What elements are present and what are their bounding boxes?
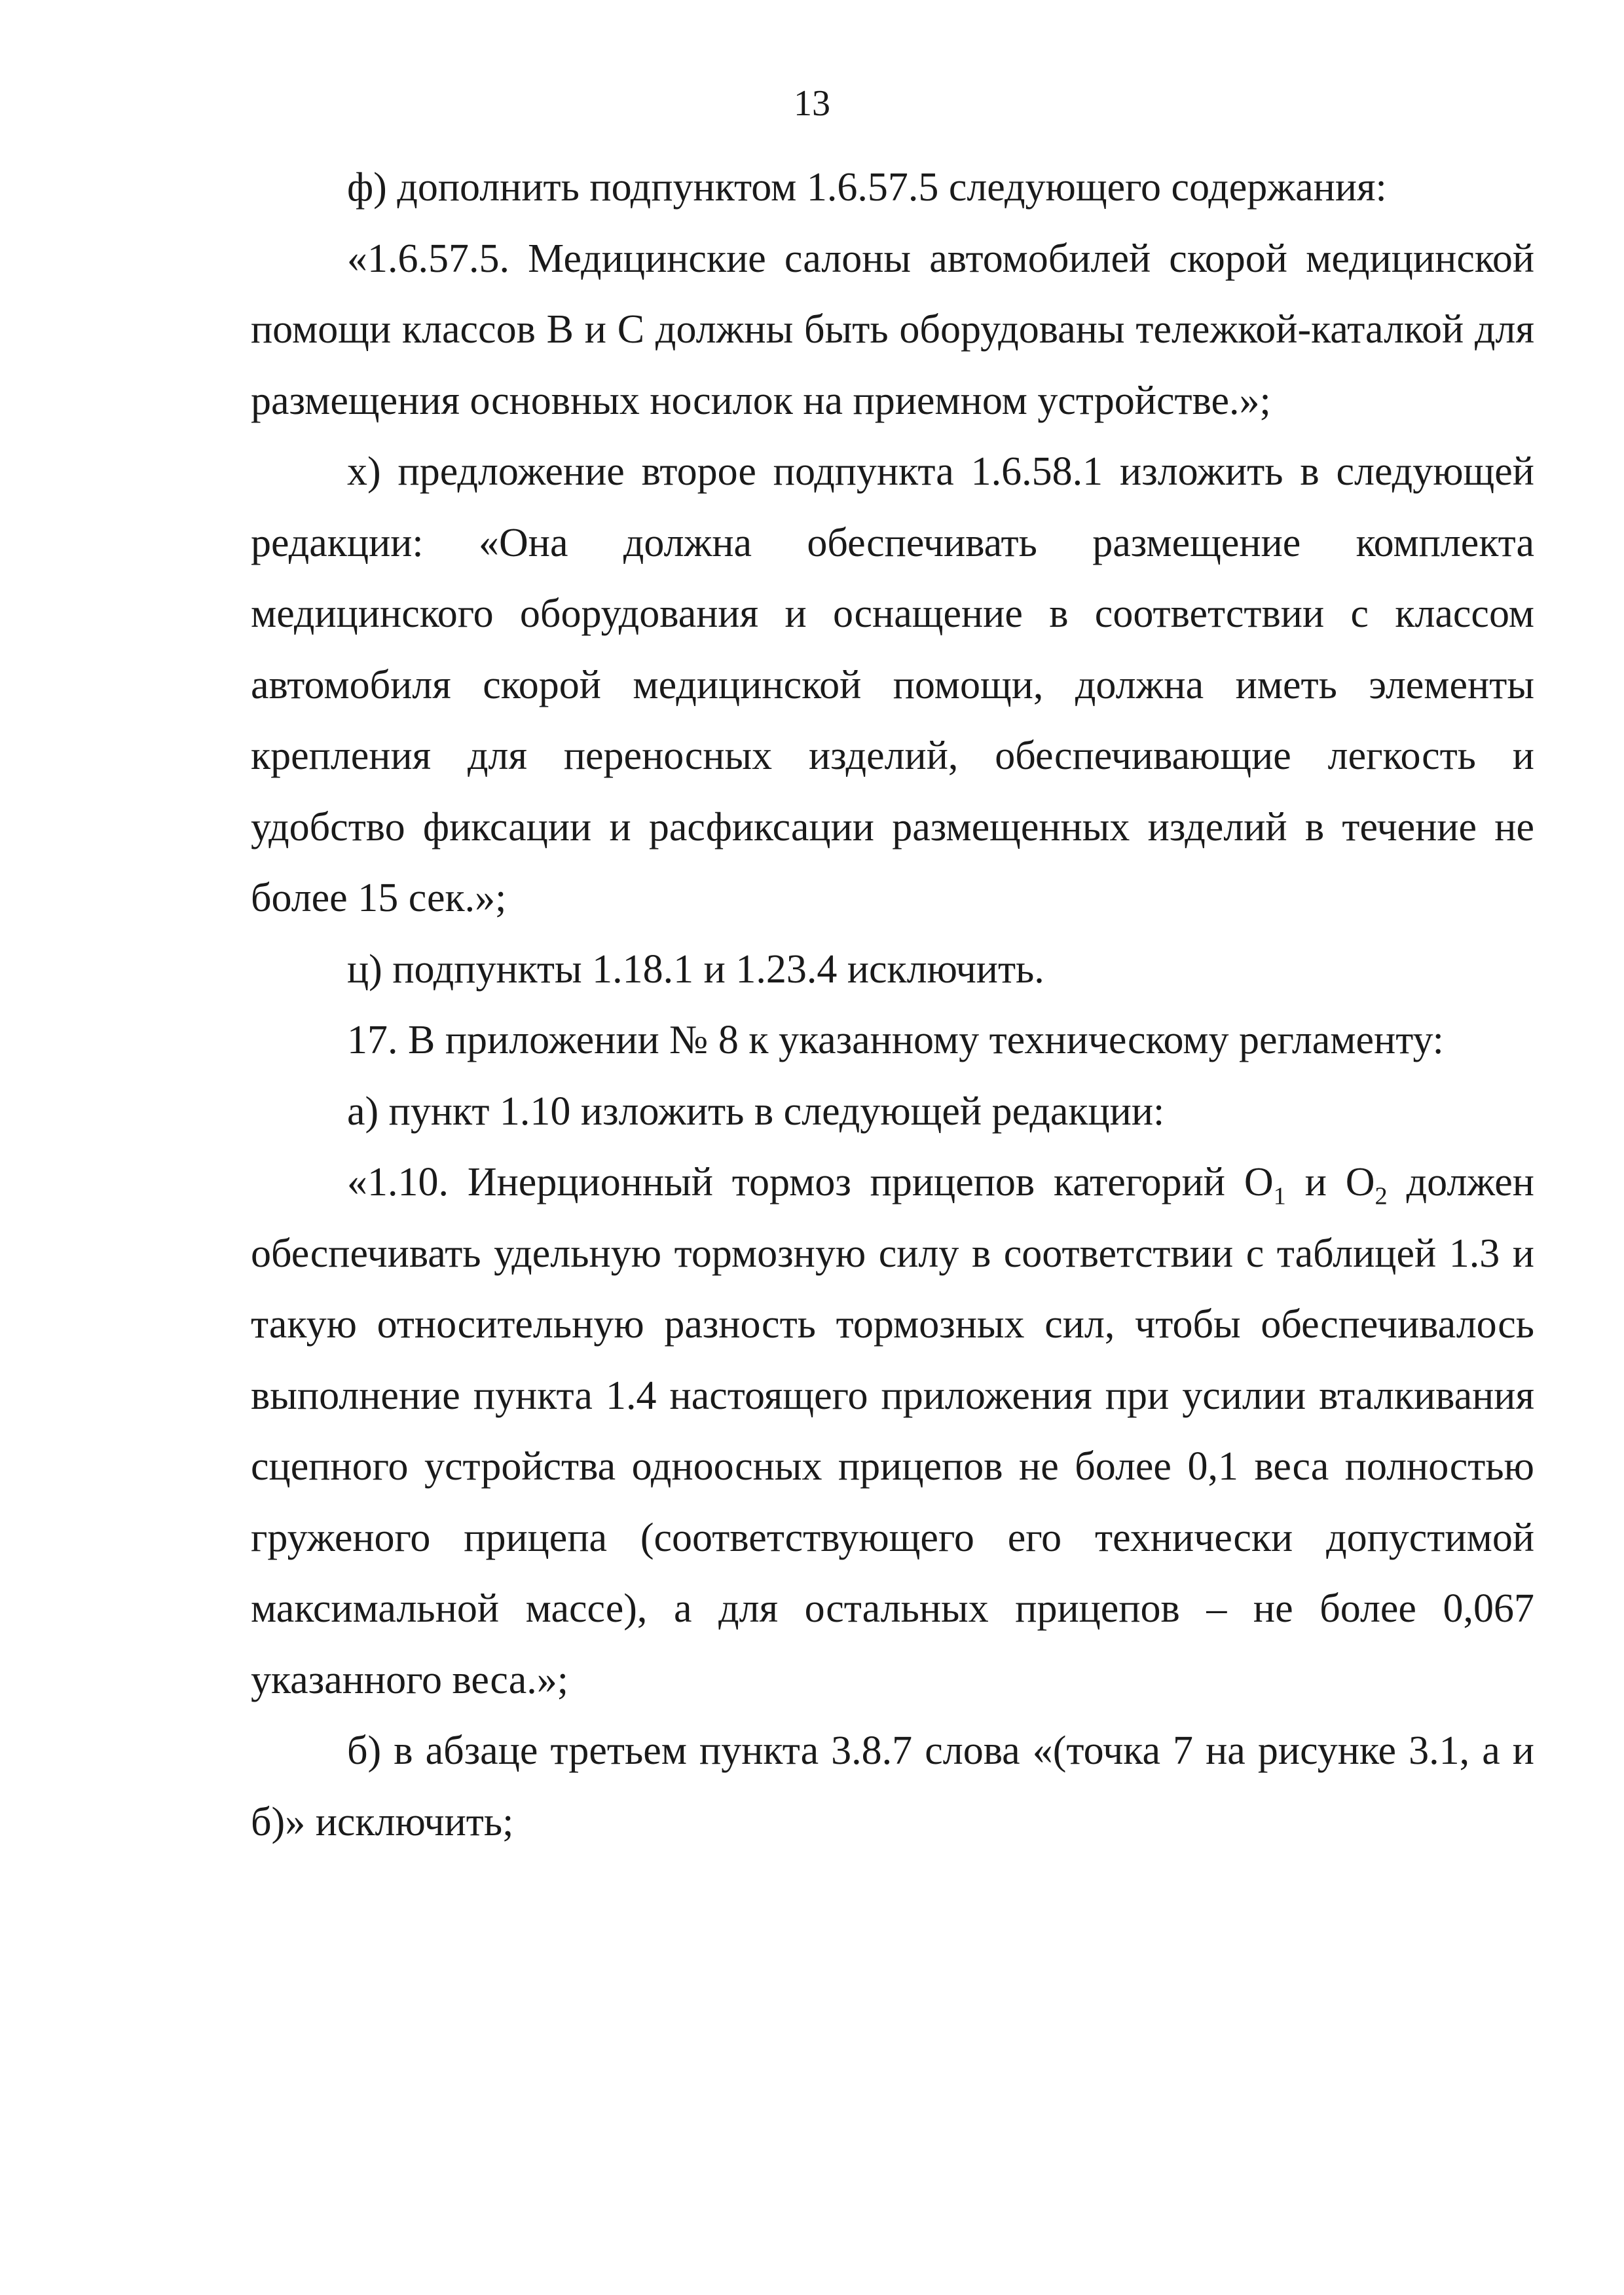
paragraph-b-clause-3-8-7: б) в абзаце третьем пункта 3.8.7 слова «(точка 7 на рисунке 3.1, а и б)» исключить;	[251, 1728, 1534, 1844]
page-number: 13	[794, 83, 830, 124]
paragraph-f-add-subclause: ф) дополнить подпунктом 1.6.57.5 следующего содержания:	[347, 165, 1387, 210]
inertia-brake-text-end: должен обеспечивать удельную тормозную силу в соответствии с таблицей 1.3 и такую относительную разность тормозных сил, чтобы обеспечивалось выполнение пункта 1.4 настоящего приложения при усилии вталкивания сцепного устройства одноосных прицепов не более 0,1 веса полностью груженого прицепа (соответствующего его технически допустимой максимальной массе), а для остальных прицепов – не более 0,067 указанного веса.»;	[251, 1160, 1534, 1702]
paragraph-inertia-brake	[251, 1147, 1534, 1715]
category-o1-subscript: 1	[1273, 1182, 1286, 1210]
inertia-brake-text-start: «1.10. Инерционный тормоз прицепов категорий O	[347, 1160, 1274, 1204]
document-body	[251, 152, 1534, 1857]
inertia-brake-text-middle: и O	[1285, 1160, 1375, 1204]
paragraph-kh-second-sentence: х) предложение второе подпункта 1.6.58.1 изложить в следующей редакции: «Она должна обеспечивать размещение комплекта медицинского оборудования и оснащение в соответствии с классом автомобиля скорой медицинской помощи, должна иметь элементы крепления для переносных изделий, обеспечивающие легкость и удобство фиксации и расфиксации размещенных изделий в течение не более 15 сек.»;	[251, 449, 1534, 920]
paragraph-17-appendix-8: 17. В приложении № 8 к указанному техническому регламенту:	[347, 1018, 1444, 1062]
paragraph-a-clause-1-10: а) пункт 1.10 изложить в следующей редакции:	[347, 1089, 1165, 1134]
paragraph-ambulance-salons: «1.6.57.5. Медицинские салоны автомобилей скорой медицинской помощи классов B и C должны быть оборудованы тележкой-каталкой для размещения основных носилок на приемном устройстве.»;	[251, 236, 1534, 423]
paragraph-ts-exclude-subclauses: ц) подпункты 1.18.1 и 1.23.4 исключить.	[347, 946, 1044, 992]
category-o2-subscript: 2	[1375, 1182, 1388, 1210]
